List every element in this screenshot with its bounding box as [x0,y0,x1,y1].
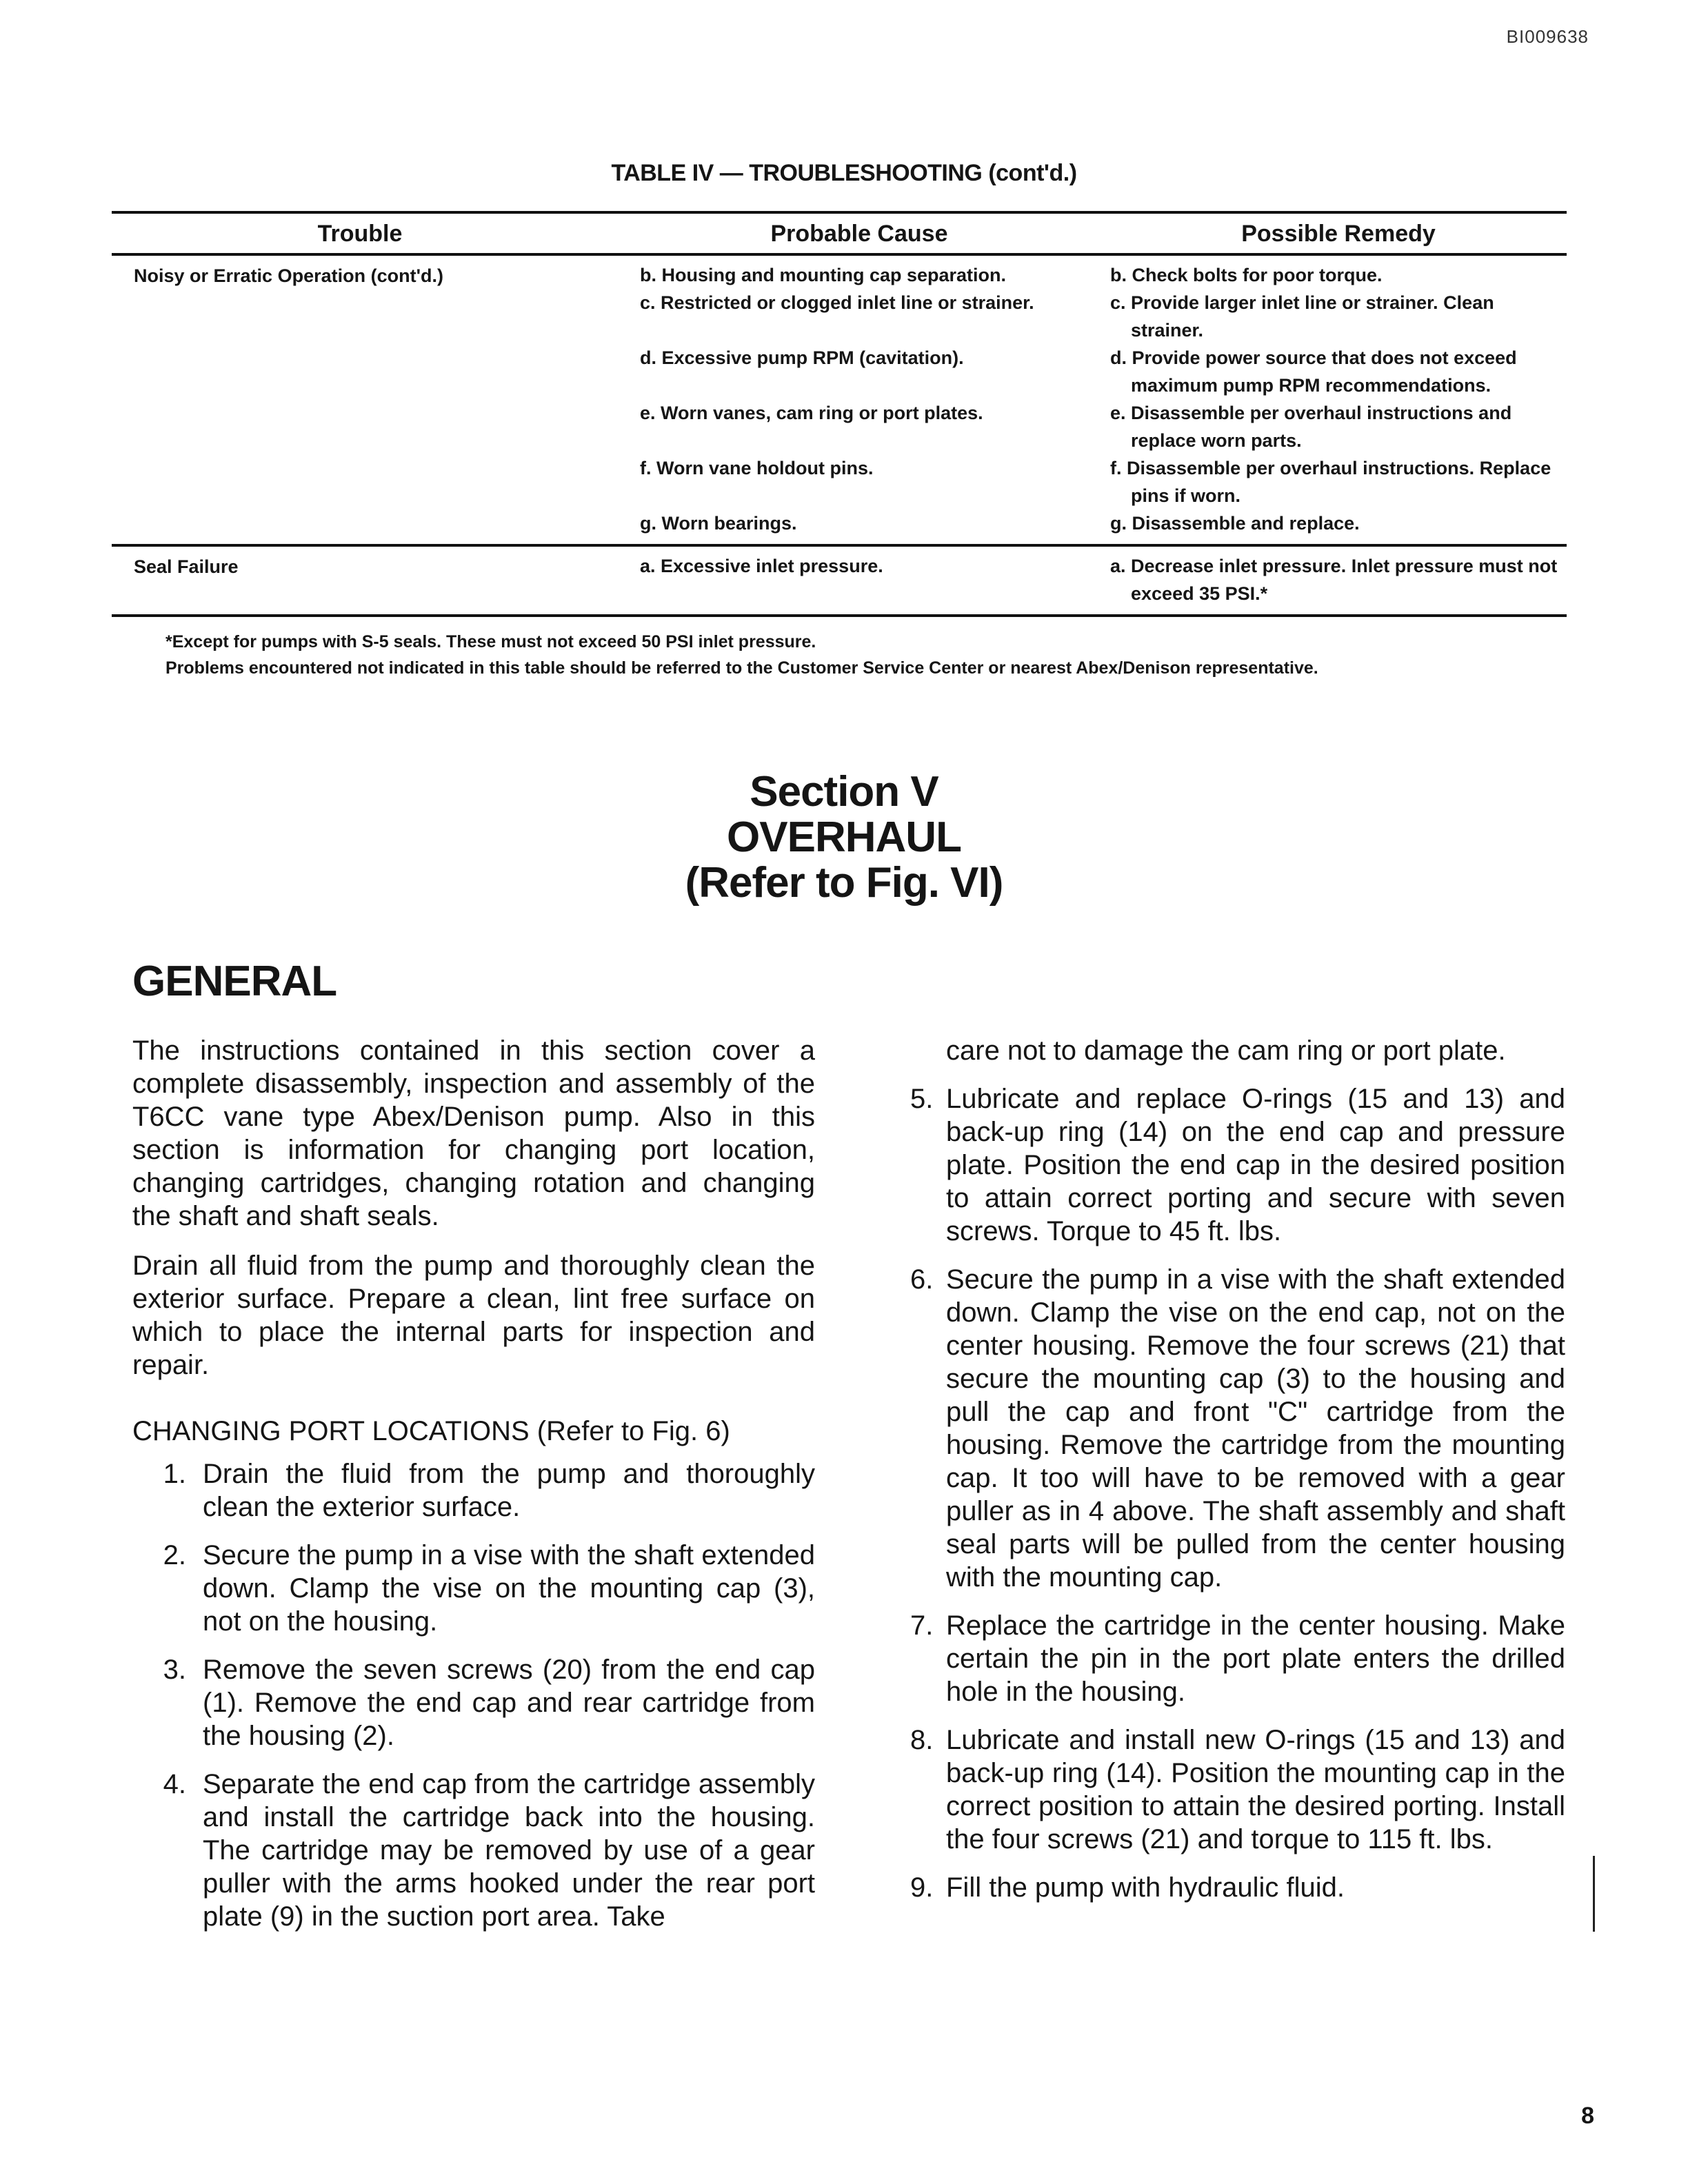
step-text: Lubricate and install new O-rings (15 and 13) and back-up ring (14). Position the mounting cap in the correct position to attain the desired porting. Install the four screws (21) and torque to 115 ft. lbs. [946,1725,1565,1854]
step-item [132,1539,815,1638]
table-title: TABLE IV — TROUBLESHOOTING (cont'd.) [611,160,1077,186]
section-number: Section V [750,768,938,816]
step-text: Secure the pump in a vise with the shaft extended down. Clamp the vise on the mounting cap (3), not on the housing. [203,1540,815,1637]
right-column [910,1034,1565,1919]
step-number: 7. [910,1610,934,1641]
remedy-cell [1110,254,1567,545]
footnote: *Except for pumps with S-5 seals. These must not exceed 50 PSI inlet pressure. [165,632,816,651]
page-number: 8 [1581,2103,1594,2129]
step-list [132,1457,815,1933]
step-text: Replace the cartridge in the center housing. Make certain the pin in the port plate enters the drilled hole in the housing. [946,1610,1565,1707]
cause-item: f. Worn vane holdout pins. [640,458,874,478]
step-text: Secure the pump in a vise with the shaft extended down. Clamp the vise on the end cap, not on the center housing. Remove the four screws (21) that secure the mounting cap (3) to the housing and pull the cap and front "C" cartridge from the housing. Remove the cartridge from the mounting cap. It too will have to be removed with a gear puller as in 4 above. The shaft assembly and shaft seal parts will be pulled from the center housing with the mounting cap. [946,1264,1565,1593]
trouble-cell: Noisy or Erratic Operation (cont'd.) [112,254,608,545]
trouble-cell: Seal Failure [112,545,608,616]
step-number: 4. [163,1769,186,1799]
section-heading [0,769,1688,906]
revision-bar [1593,1856,1595,1932]
step-number: 9. [910,1872,934,1903]
remedy-item: e. Disassemble per overhaul instructions and replace worn parts. [1110,403,1512,451]
cause-item: g. Worn bearings. [640,513,797,534]
remedy-cell [1110,545,1567,616]
table-footnotes [165,629,1318,681]
step-text: Lubricate and replace O-rings (15 and 13) and back-up ring (14) on the end cap and pressure plate. Position the end cap in the desired position to attain correct porting and secure with seven screws. Torque to 45 ft. lbs. [946,1084,1565,1246]
troubleshooting-table [112,211,1567,617]
left-column [132,1034,815,1948]
step-number: 1. [163,1459,186,1489]
footnote: Problems encountered not indicated in this table should be referred to the Customer Service Center or nearest Abex/Denison representative. [165,658,1318,678]
header-trouble: Trouble [112,212,608,254]
general-paragraph: The instructions contained in this section cover a complete disassembly, inspection and assembly of the T6CC vane type Abex/Denison pump. Also in this section is information for changing port location, changing cartridges, changing rotation and changing the shaft and shaft seals. [132,1035,815,1231]
step-number: 8. [910,1725,934,1755]
remedy-item: d. Provide power source that does not exceed maximum pump RPM recommendations. [1110,347,1517,396]
cause-item: c. Restricted or clogged inlet line or strainer. [640,292,1034,313]
remedy-item: a. Decrease inlet pressure. Inlet pressure must not exceed 35 PSI.* [1110,556,1558,604]
step-item [910,1871,1565,1904]
step-text: Remove the seven screws (20) from the end cap (1). Remove the end cap and rear cartridge from the housing (2). [203,1655,815,1751]
general-heading: GENERAL [132,958,337,1005]
step-number: 3. [163,1655,186,1685]
cause-item: a. Excessive inlet pressure. [640,556,883,576]
cause-item: e. Worn vanes, cam ring or port plates. [640,403,983,423]
step-number: 2. [163,1540,186,1570]
table-row [112,545,1567,616]
changing-port-locations-heading: CHANGING PORT LOCATIONS (Refer to Fig. 6) [132,1416,730,1446]
step-text: Drain the fluid from the pump and thoroughly clean the exterior surface. [203,1459,815,1522]
step-text: Fill the pump with hydraulic fluid. [946,1872,1345,1903]
remedy-item: g. Disassemble and replace. [1110,513,1360,534]
header-probable-cause: Probable Cause [608,212,1110,254]
remedy-item: b. Check bolts for poor torque. [1110,265,1383,285]
step-item [132,1768,815,1933]
step-item [910,1609,1565,1708]
step-continuation: care not to damage the cam ring or port plate. [946,1035,1506,1066]
remedy-item: f. Disassemble per overhaul instructions. Replace pins if worn. [1110,458,1551,506]
cause-cell [608,545,1110,616]
cause-item: d. Excessive pump RPM (cavitation). [640,347,964,368]
step-item [132,1653,815,1752]
step-item [910,1082,1565,1248]
step-item [132,1457,815,1524]
cause-cell [608,254,1110,545]
step-number: 5. [910,1084,934,1114]
table-row [112,254,1567,545]
table-header-row [112,212,1567,254]
section-title: OVERHAUL [727,813,961,861]
general-paragraph: Drain all fluid from the pump and thoroughly clean the exterior surface. Prepare a clean, lint free surface on which to place the internal parts for inspection and repair. [132,1251,815,1380]
step-item [910,1723,1565,1856]
step-list [910,1082,1565,1904]
document-id: BI009638 [1506,26,1589,47]
step-text: Separate the end cap from the cartridge assembly and install the cartridge back into the housing. The cartridge may be removed by use of a gear puller with the arms hooked under the rear port plate (9) in the suction port area. Take [203,1769,815,1932]
cause-item: b. Housing and mounting cap separation. [640,265,1007,285]
step-number: 6. [910,1264,934,1295]
remedy-item: c. Provide larger inlet line or strainer. Clean strainer. [1110,292,1494,341]
section-figure-ref: (Refer to Fig. VI) [685,859,1003,907]
header-possible-remedy: Possible Remedy [1110,212,1567,254]
step-item [910,1263,1565,1594]
